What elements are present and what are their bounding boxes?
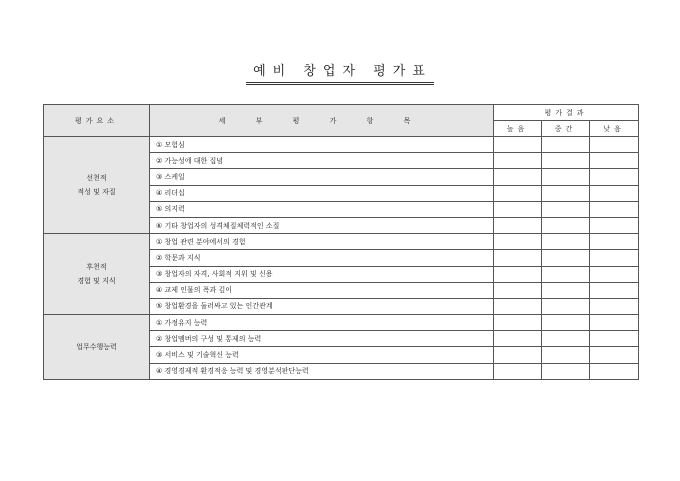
category-label: 후천적 [86,263,107,272]
score-mid-cell[interactable] [542,153,590,169]
evaluation-item: ③ 서비스 및 기술혁신 능력 [150,347,494,363]
score-high-cell[interactable] [494,234,542,250]
score-high-cell[interactable] [494,347,542,363]
document-title-wrap [0,60,680,85]
score-high-cell[interactable] [494,250,542,266]
score-high-cell[interactable] [494,298,542,314]
category-label-line2: 경험 및 지식 [77,277,116,286]
score-low-cell[interactable] [590,250,639,266]
evaluation-item: ⑤ 의지력 [150,201,494,217]
evaluation-item: ② 학문과 지식 [150,250,494,266]
header-low: 낮음 [590,121,639,137]
evaluation-item: ⑥ 기타 창업자의 성격체질체력적인 소질 [150,217,494,233]
score-low-cell[interactable] [590,331,639,347]
score-mid-cell[interactable] [542,347,590,363]
score-low-cell[interactable] [590,137,639,153]
score-low-cell[interactable] [590,234,639,250]
table-row [44,234,639,250]
evaluation-item: ③ 창업자의 자격, 사회적 지위 및 신용 [150,266,494,282]
category-label: 선천적 [86,174,107,183]
score-mid-cell[interactable] [542,169,590,185]
evaluation-item: ④ 리더십 [150,185,494,201]
score-low-cell[interactable] [590,153,639,169]
header-factor: 평가요소 [44,105,150,137]
score-low-cell[interactable] [590,217,639,233]
score-mid-cell[interactable] [542,217,590,233]
score-low-cell[interactable] [590,347,639,363]
category-cell [44,234,150,315]
score-high-cell[interactable] [494,266,542,282]
evaluation-table [43,104,639,380]
document-title: 예비 창업자 평가표 [246,60,434,85]
score-mid-cell[interactable] [542,298,590,314]
header-high: 높음 [494,121,542,137]
evaluation-item: ② 창업멤버의 구성 및 통제의 능력 [150,331,494,347]
score-mid-cell[interactable] [542,201,590,217]
header-result: 평가결과 [494,105,639,121]
evaluation-item: ① 가정유지 능력 [150,315,494,331]
score-high-cell[interactable] [494,217,542,233]
category-cell [44,137,150,234]
score-high-cell[interactable] [494,315,542,331]
score-high-cell[interactable] [494,363,542,379]
header-detail: 세 부 평 가 항 목 [150,105,494,137]
header-mid: 중간 [542,121,590,137]
score-high-cell[interactable] [494,137,542,153]
score-low-cell[interactable] [590,201,639,217]
table-row [44,315,639,331]
score-low-cell[interactable] [590,169,639,185]
category-label-line2: 적성 및 자질 [77,188,116,197]
score-low-cell[interactable] [590,282,639,298]
score-low-cell[interactable] [590,185,639,201]
score-mid-cell[interactable] [542,266,590,282]
score-mid-cell[interactable] [542,137,590,153]
score-mid-cell[interactable] [542,363,590,379]
score-mid-cell[interactable] [542,234,590,250]
score-high-cell[interactable] [494,169,542,185]
score-high-cell[interactable] [494,153,542,169]
score-high-cell[interactable] [494,331,542,347]
evaluation-item: ② 가능성에 대한 집념 [150,153,494,169]
score-mid-cell[interactable] [542,315,590,331]
evaluation-item: ⑤ 창업환경을 둘러싸고 있는 인간관계 [150,298,494,314]
score-mid-cell[interactable] [542,185,590,201]
category-label: 업무수행능력 [76,342,117,351]
table-row [44,137,639,153]
score-high-cell[interactable] [494,201,542,217]
score-mid-cell[interactable] [542,250,590,266]
evaluation-item: ④ 경영경제적 환경적응 능력 및 경영분석판단능력 [150,363,494,379]
evaluation-item: ① 모험심 [150,137,494,153]
score-low-cell[interactable] [590,298,639,314]
score-low-cell[interactable] [590,315,639,331]
score-high-cell[interactable] [494,282,542,298]
score-mid-cell[interactable] [542,331,590,347]
category-cell [44,315,150,380]
score-high-cell[interactable] [494,185,542,201]
evaluation-item: ④ 교제 인물의 폭과 깊이 [150,282,494,298]
score-low-cell[interactable] [590,363,639,379]
score-mid-cell[interactable] [542,282,590,298]
evaluation-item: ① 창업 관련 분야에서의 경험 [150,234,494,250]
score-low-cell[interactable] [590,266,639,282]
evaluation-item: ③ 스케일 [150,169,494,185]
